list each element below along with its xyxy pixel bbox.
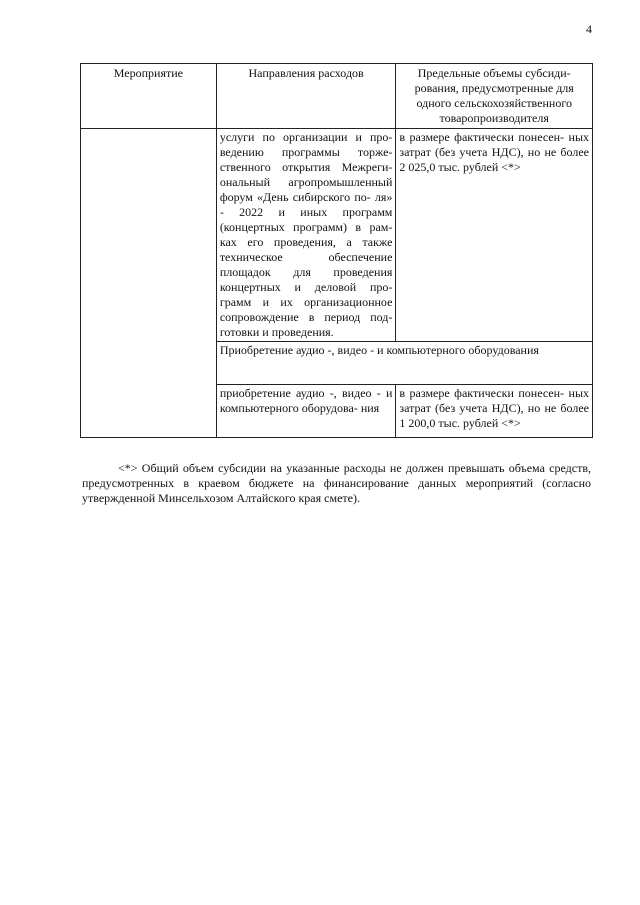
row2-direction: приобретение аудио -, видео - и компьютерного оборудова- ния [216,385,396,438]
page-number: 4 [586,22,592,36]
table-row [81,129,593,342]
header-event: Мероприятие [81,64,217,129]
section-heading: Приобретение аудио -, видео - и компьютерного оборудования [216,342,592,385]
row1-limit: в размере фактически понесен- ных затрат (без учета НДС), но не более 2 025,0 тыс. рублей <*> [396,129,593,342]
footnote: <*> Общий объем субсидии на указанные расходы не должен превышать объема средств, предусмотренных в краевом бюджете на финансирование данных мероприятий (согласно утвержденной Минсельхозом Алтайского края смете). [82,461,591,505]
header-direction: Направления расходов [216,64,396,129]
header-limit: Предельные объемы субсиди- рования, предусмотренные для одного сельскохозяйственного товаропроизводителя [396,64,593,129]
expenses-table [80,63,593,438]
table-header-row [81,64,593,129]
row2-limit: в размере фактически понесен- ных затрат (без учета НДС), но не более 1 200,0 тыс. рублей <*> [396,385,593,438]
event-cell [81,129,217,438]
row1-direction: услуги по организации и про- ведению программы торже- ственного открытия Межреги- ональный агропромышленный форум «День сибирского по- ля» - 2022 и иных программ (концертных программ) в рам- ках его проведения, а также техническое обеспечение площадок для проведения концертных и деловой про- грамм и их организационное сопровождение в период под- готовки и проведения. [216,129,396,342]
